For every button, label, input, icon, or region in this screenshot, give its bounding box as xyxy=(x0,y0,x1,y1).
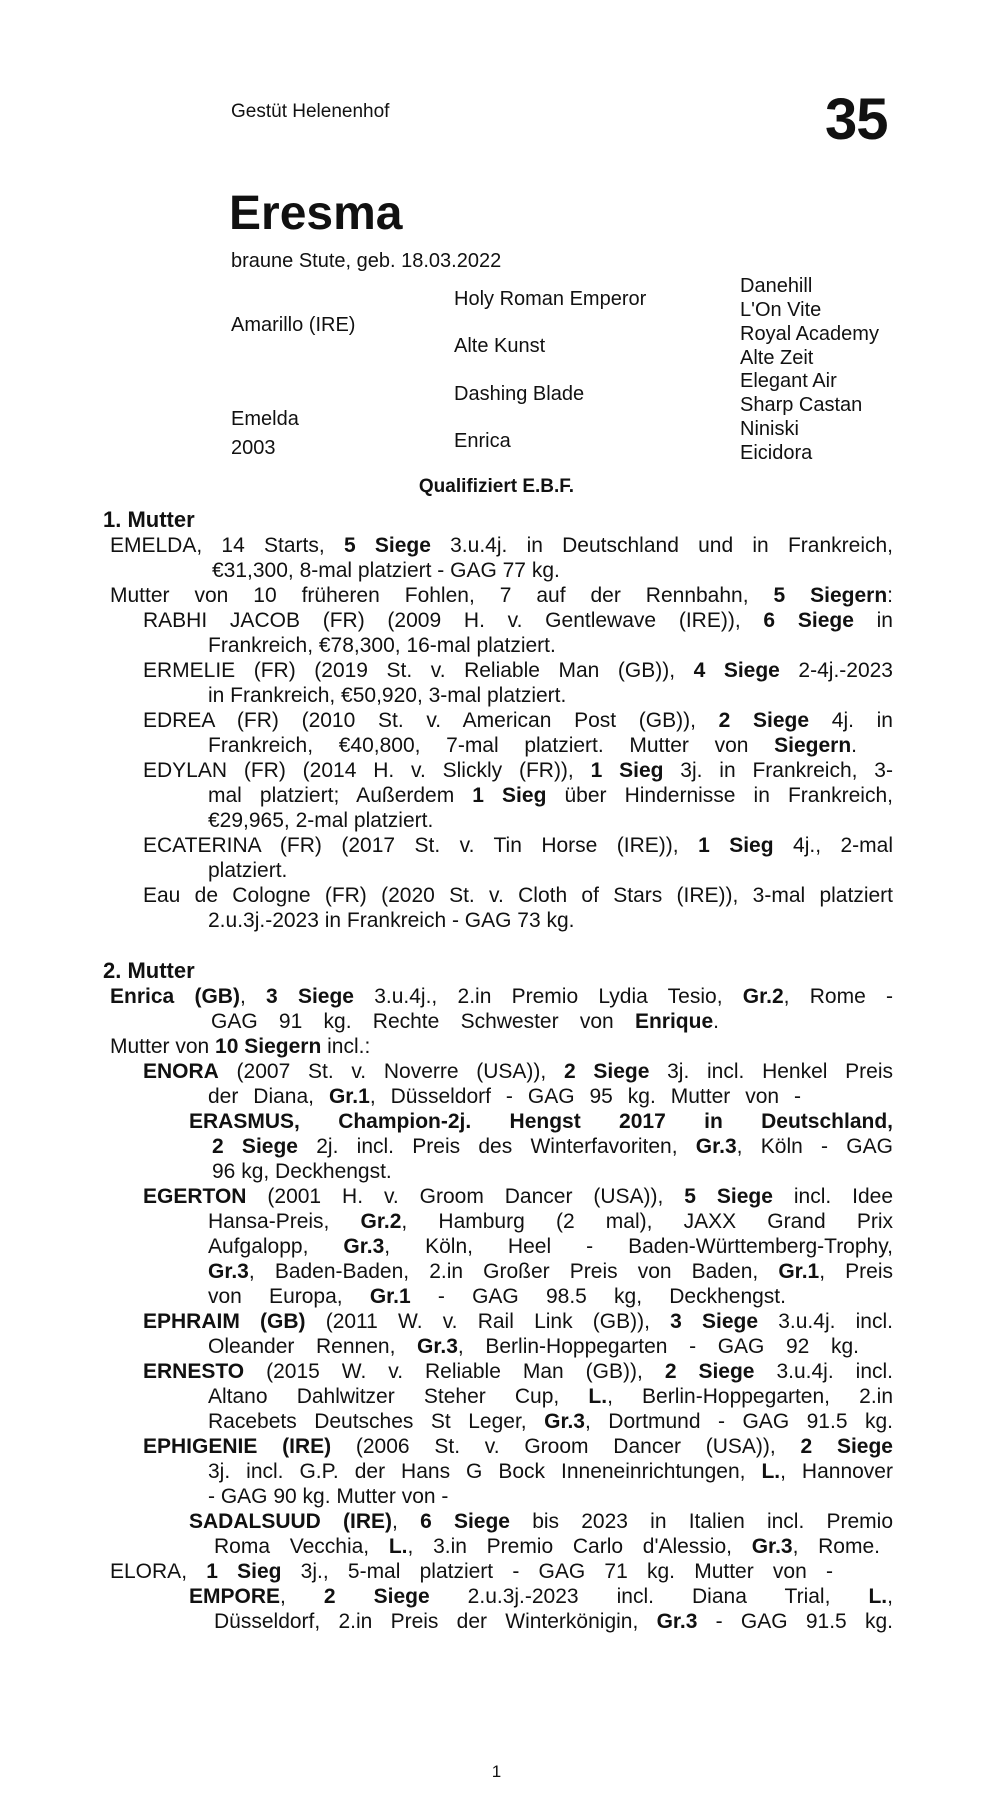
first_dam-line: EDYLAN (FR) (2014 H. v. Slickly (FR)), 1 Sieg 3j. in Frankreich, 3- xyxy=(143,759,893,782)
bold-text: ERASMUS, Champion-2j. Hengst 2017 in Deutschland, xyxy=(189,1110,893,1133)
bold-text: L. xyxy=(588,1385,608,1408)
second_dam-line: Altano Dahlwitzer Steher Cup, L., Berlin-Hoppegarten, 2.in xyxy=(208,1385,893,1408)
bold-text: 1 Sieg xyxy=(698,834,774,857)
bold-text: ENORA xyxy=(143,1060,219,1083)
pedigree-dam-year: 2003 xyxy=(231,437,276,459)
bold-text: Siegern xyxy=(774,734,852,757)
second_dam-line: ENORA (2007 St. v. Noverre (USA)), 2 Siege 3j. incl. Henkel Preis xyxy=(143,1060,893,1083)
second_dam-line: SADALSUUD (IRE), 6 Siege bis 2023 in Italien incl. Premio xyxy=(189,1510,893,1533)
second_dam-line xyxy=(189,1109,893,1134)
bold-text: Gr.3 xyxy=(343,1235,385,1258)
bold-text: Gr.1 xyxy=(369,1285,411,1308)
second_dam-line: ERNESTO (2015 W. v. Reliable Man (GB)), 2 Siege 3.u.4j. incl. xyxy=(143,1360,893,1383)
pedigree-gen2-1: Holy Roman Emperor xyxy=(454,288,647,310)
first_dam-line: 2.u.3j.-2023 in Frankreich - GAG 73 kg. xyxy=(208,909,575,932)
first_dam-line: platziert. xyxy=(208,859,288,882)
bold-text: L. xyxy=(388,1535,408,1558)
bold-text: ERNESTO xyxy=(143,1360,245,1383)
bold-text: 6 Siege xyxy=(763,609,854,632)
bold-text: 5 Siege xyxy=(343,534,431,557)
second_dam-line: Gr.3, Baden-Baden, 2.in Großer Preis von Baden, Gr.1, Preis xyxy=(208,1260,893,1283)
first_dam-line: RABHI JACOB (FR) (2009 H. v. Gentlewave (IRE)), 6 Siege in xyxy=(143,609,893,632)
second_dam-line: ELORA, 1 Sieg 3j., 5-mal platziert - GAG 71 kg. Mutter von - xyxy=(110,1560,833,1583)
pedigree-gen2-4: Enrica xyxy=(454,430,511,452)
horse-name: Eresma xyxy=(229,187,403,240)
second_dam-line: Mutter von 10 Siegern incl.: xyxy=(110,1035,371,1058)
bold-text: 2 Siege xyxy=(718,709,810,732)
bold-text: EPHIGENIE (IRE) xyxy=(143,1435,332,1458)
first_dam-line: ERMELIE (FR) (2019 St. v. Reliable Man (GB)), 4 Siege 2-4j.-2023 xyxy=(143,659,893,682)
bold-text: Gr.2 xyxy=(742,985,784,1008)
bold-text: Gr.3 xyxy=(695,1135,737,1158)
bold-text: Gr.3 xyxy=(417,1335,458,1358)
first_dam-line: Mutter von 10 früheren Fohlen, 7 auf der Rennbahn, 5 Siegern: xyxy=(110,584,893,607)
second_dam-line: - GAG 90 kg. Mutter von - xyxy=(208,1485,449,1508)
second_dam-line: der Diana, Gr.1, Düsseldorf - GAG 95 kg. Mutter von - xyxy=(208,1085,801,1108)
pedigree-gen3-4: Alte Zeit xyxy=(740,347,814,369)
second_dam-line: Düsseldorf, 2.in Preis der Winterkönigin, Gr.3 - GAG 91.5 kg. xyxy=(214,1610,893,1633)
qualification-note: Qualifiziert E.B.F. xyxy=(418,476,575,497)
second_dam-line: EMPORE, 2 Siege 2.u.3j.-2023 incl. Diana Trial, L., xyxy=(189,1585,893,1608)
lot-number: 35 xyxy=(825,87,888,152)
pedigree-gen3-8: Eicidora xyxy=(740,442,813,464)
second_dam-line: GAG 91 kg. Rechte Schwester von Enrique. xyxy=(211,1010,719,1033)
bold-text: Gr.1 xyxy=(328,1085,370,1108)
first_dam-line: Frankreich, €40,800, 7-mal platziert. Mutter von Siegern. xyxy=(208,734,857,757)
second_dam-line: EGERTON (2001 H. v. Groom Dancer (USA)), 5 Siege incl. Idee xyxy=(143,1185,893,1208)
first_dam-line: ECATERINA (FR) (2017 St. v. Tin Horse (IRE)), 1 Sieg 4j., 2-mal xyxy=(143,834,893,857)
bold-text: 1 Sieg xyxy=(206,1560,282,1583)
pedigree-gen3-5: Elegant Air xyxy=(740,370,837,392)
second_dam-line: 2 Siege 2j. incl. Preis des Winterfavoriten, Gr.3, Köln - GAG xyxy=(212,1135,893,1158)
first_dam-line: €31,300, 8-mal platziert - GAG 77 kg. xyxy=(212,559,560,582)
pedigree-gen3-2: L'On Vite xyxy=(740,299,822,321)
pedigree-gen3-7: Niniski xyxy=(740,418,799,440)
first_dam-line: €29,965, 2-mal platziert. xyxy=(208,809,434,832)
second_dam-line: von Europa, Gr.1 - GAG 98.5 kg, Deckhengst. xyxy=(208,1285,786,1308)
bold-text: 10 Siegern xyxy=(215,1035,322,1058)
first_dam-line: mal platziert; Außerdem 1 Sieg über Hindernisse in Frankreich, xyxy=(208,784,893,807)
second_dam-line: Racebets Deutsches St Leger, Gr.3, Dortmund - GAG 91.5 kg. xyxy=(208,1410,893,1433)
bold-text: SADALSUUD (IRE) xyxy=(189,1510,393,1533)
second_dam-line: Roma Vecchia, L., 3.in Premio Carlo d'Alessio, Gr.3, Rome. xyxy=(214,1535,880,1558)
second_dam-line: EPHIGENIE (IRE) (2006 St. v. Groom Dancer (USA)), 2 Siege xyxy=(143,1435,893,1458)
bold-text: Gr.3 xyxy=(208,1260,249,1283)
bold-text: Gr.3 xyxy=(656,1610,698,1633)
second_dam-line: 3j. incl. G.P. der Hans G Bock Inneneinrichtungen, L., Hannover xyxy=(208,1460,893,1483)
bold-text: 2 Siege xyxy=(664,1360,755,1383)
bold-text: 2 Siege xyxy=(212,1135,298,1158)
bold-text: EMPORE xyxy=(189,1585,281,1608)
pedigree-dam: Emelda xyxy=(231,408,299,430)
first-dam-heading: 1. Mutter xyxy=(103,507,195,532)
second_dam-line: 96 kg, Deckhengst. xyxy=(212,1160,392,1183)
first_dam-line: in Frankreich, €50,920, 3-mal platziert. xyxy=(208,684,567,707)
first_dam-line: Frankreich, €78,300, 16-mal platziert. xyxy=(208,634,556,657)
bold-text: 5 Siege xyxy=(684,1185,773,1208)
bold-text: 4 Siege xyxy=(693,659,780,682)
bold-text: 5 Siegern xyxy=(773,584,888,607)
second_dam-line: Oleander Rennen, Gr.3, Berlin-Hoppegarten - GAG 92 kg. xyxy=(208,1335,859,1358)
bold-text: L. xyxy=(761,1460,781,1483)
first_dam-line: Eau de Cologne (FR) (2020 St. v. Cloth of Stars (IRE)), 3-mal platziert xyxy=(143,884,893,907)
horse-description: braune Stute, geb. 18.03.2022 xyxy=(231,250,502,272)
bold-text: Gr.2 xyxy=(360,1210,402,1233)
pedigree-gen3-6: Sharp Castan xyxy=(740,394,863,416)
bold-text: 3 Siege xyxy=(670,1310,759,1333)
second-dam-heading: 2. Mutter xyxy=(103,958,195,983)
pedigree-sire: Amarillo (IRE) xyxy=(231,314,356,336)
bold-text: Gr.1 xyxy=(778,1260,820,1283)
bold-text: EGERTON xyxy=(143,1185,247,1208)
bold-text: Enrique xyxy=(634,1010,714,1033)
bold-text: EPHRAIM (GB) xyxy=(143,1310,306,1333)
pedigree-gen2-3: Dashing Blade xyxy=(454,383,585,405)
bold-text: 2 Siege xyxy=(800,1435,893,1458)
first_dam-line: EDREA (FR) (2010 St. v. American Post (GB)), 2 Siege 4j. in xyxy=(143,709,893,732)
first_dam-line: EMELDA, 14 Starts, 5 Siege 3.u.4j. in Deutschland und in Frankreich, xyxy=(110,534,893,557)
second_dam-line: Aufgalopp, Gr.3, Köln, Heel - Baden-Württemberg-Trophy, xyxy=(208,1235,893,1258)
bold-text: 1 Sieg xyxy=(472,784,547,807)
bold-text: 2 Siege xyxy=(323,1585,430,1608)
second_dam-line: Hansa-Preis, Gr.2, Hamburg (2 mal), JAXX Grand Prix xyxy=(208,1210,893,1233)
bold-text: Enrica (GB) xyxy=(110,985,240,1008)
pedigree-gen2-2: Alte Kunst xyxy=(454,335,546,357)
bold-text: 3 Siege xyxy=(266,985,354,1008)
bold-text: Gr.3 xyxy=(751,1535,793,1558)
bold-text: 2 Siege xyxy=(563,1060,650,1083)
bold-text: L. xyxy=(868,1585,888,1608)
page-number: 1 xyxy=(491,1762,502,1781)
bold-text: 6 Siege xyxy=(420,1510,510,1533)
bold-text: 1 Sieg xyxy=(590,759,664,782)
pedigree-gen3-1: Danehill xyxy=(740,275,813,297)
pedigree-gen3-3: Royal Academy xyxy=(740,323,879,345)
second_dam-line: Enrica (GB), 3 Siege 3.u.4j., 2.in Premio Lydia Tesio, Gr.2, Rome - xyxy=(110,985,893,1008)
bold-text: Gr.3 xyxy=(544,1410,585,1433)
second_dam-line: EPHRAIM (GB) (2011 W. v. Rail Link (GB)), 3 Siege 3.u.4j. incl. xyxy=(143,1310,893,1333)
stud-farm-name: Gestüt Helenenhof xyxy=(231,101,390,122)
